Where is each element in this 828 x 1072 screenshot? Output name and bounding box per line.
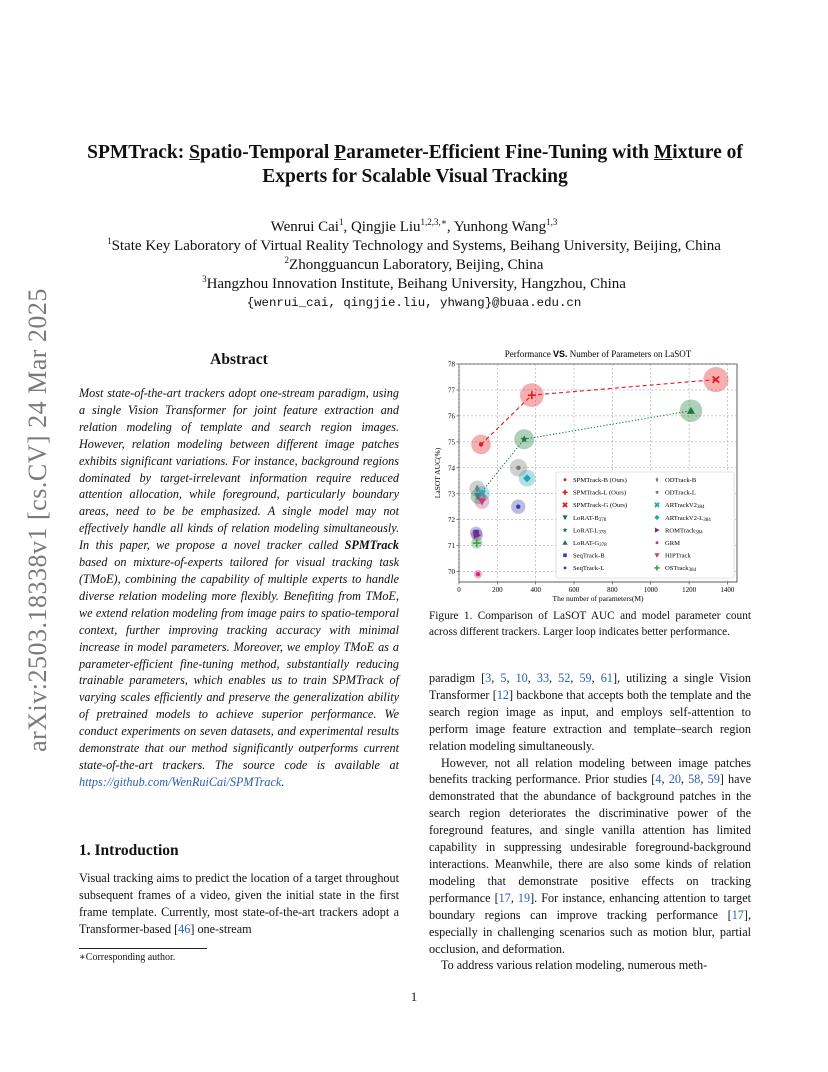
x-tick-label: 400 [530, 586, 541, 594]
citation-link[interactable]: 5 [500, 671, 507, 685]
paragraph-text: , [510, 890, 518, 905]
legend-label-main: LoRAT-G [573, 540, 600, 547]
legend-box [556, 472, 734, 578]
citation-link[interactable]: 61 [600, 671, 613, 685]
legend-label: SeqTrack-B [573, 552, 605, 560]
affiliation-text: Zhongguancun Laboratory, Beijing, China [289, 257, 544, 273]
citation-link[interactable]: 4 [655, 772, 662, 787]
citation-link[interactable]: 17 [731, 907, 744, 922]
affiliation-sup: 2 [284, 255, 290, 265]
figure-1 [425, 346, 755, 603]
affiliation-sup: 1 [107, 236, 112, 246]
data-point [476, 572, 480, 576]
author-emails: {wenrui_cai, qingjie.liu, yhwang}@buaa.edu.cn [246, 296, 582, 310]
data-point [479, 442, 483, 446]
x-tick-label: 0 [457, 586, 461, 594]
citation-link[interactable]: 46 [178, 921, 191, 936]
author-name: Wenrui Cai [270, 219, 339, 235]
author-sup: 1,2,3,∗ [420, 217, 447, 227]
legend-label-sub: 384 [703, 518, 711, 524]
legend-label-main: LoRAT-B [573, 514, 599, 522]
citation-link[interactable]: 3 [485, 671, 492, 685]
y-tick-label: 70 [448, 568, 455, 577]
author-name: Qingjie Liu [350, 219, 421, 235]
y-tick-label: 74 [448, 464, 455, 473]
legend-label: SPMTrack-G (Ours) [573, 502, 628, 510]
legend-marker [656, 541, 659, 544]
legend-marker [563, 553, 567, 557]
legend-marker [564, 566, 567, 569]
legend-label-main: LoRAT-L [573, 527, 599, 535]
arxiv-stamp [12, 280, 64, 760]
title-part: SPMTrack: [87, 142, 190, 163]
y-tick-label: 75 [448, 438, 455, 447]
abstract-part: Most state-of-the-art trackers adopt one-stream paradigm, using a single Vision Transformer for joint feature extraction and relation modeling of template and search region images. However, relation modeling between different image patches exhibits significant variations. For instance, background regions dominated by target-irrelevant information require reduced attention allocation, while foreground, particularly boundary areas, need to be be emphasized. A single model may not effectively handle all kinds of relation modeling simultaneously. In this paper, we propose a novel tracker called [79, 386, 399, 553]
title-initial-m: M [653, 142, 673, 163]
paragraph-text: ] have demonstrated that the abundance of background patches in the search region deteriorates the discriminative power of the foreground features, and single vanilla attention has limited capability in suppressing undesirable foreground-background interactions. Meanwhile, there are also some kinds of relation modeling that demonstrate positive effects on tracking performance [ [429, 772, 752, 905]
paragraph-text: paradigm [ [429, 671, 486, 685]
footnote-rule [79, 948, 207, 949]
legend-label: HIPTrack [665, 552, 691, 560]
paragraph-text: ], especially in challenging scenarios such as motion blur, partial occlusion, and deformation. [429, 907, 751, 956]
x-tick-label: 800 [607, 586, 618, 594]
legend-label: GRM [665, 540, 681, 547]
title-line-2: Experts for Scalable Visual Tracking [262, 166, 568, 187]
legend-label-sub: 378 [598, 518, 607, 524]
paragraph-text: , [549, 671, 559, 685]
citation-link[interactable]: 19 [517, 890, 531, 905]
legend-label-main: ARTrackV2 [665, 502, 697, 510]
legend-marker [656, 491, 659, 494]
affiliation-text: State Key Laboratory of Virtual Reality Technology and Systems, Beihang University, Beijing, China [111, 238, 721, 254]
chart-title-part: Performance [504, 349, 553, 359]
legend-label-main: ARTrackV2-L [665, 514, 704, 522]
affiliation-sup: 3 [202, 274, 207, 284]
citation-link[interactable]: 20 [668, 772, 681, 787]
affiliation [80, 275, 748, 294]
title-initial-s: S [189, 142, 200, 163]
intro-heading: 1. Introduction [79, 842, 179, 859]
x-tick-label: 1400 [720, 586, 735, 594]
title-part: ixture of [672, 142, 743, 163]
abstract-part: based on mixture-of-experts tailored for visual tracking task (TMoE), combining the capability of multiple experts to handle diverse relation modeling more flexibly. Benefiting from TMoE, we extend relation modeling from image pairs to spatio-temporal context, further improving tracking accuracy with minimal increase in model parameters. Moreover, we employ TMoE as a parameter-efficient fine-tuning method, substantially reducing trainable parameters, which enables us to train SPMTrack of varying scales efficiently and preserve the generalization ability of pretrained models to achieve superior performance. We conduct experiments on seven datasets, and experimental results demonstrate that our method significantly outperforms current state-of-the-art trackers. The source code is available at [79, 555, 399, 772]
page-number: 1 [410, 990, 418, 1004]
right-column [429, 670, 751, 974]
right-paragraph-1 [429, 670, 751, 755]
paper-title [60, 141, 770, 189]
paragraph-text: , [700, 772, 708, 787]
paragraph-text: , [591, 671, 601, 685]
lasot-scatter-chart [425, 346, 755, 603]
citation-link[interactable]: 59 [707, 772, 720, 787]
abstract-heading: Abstract [210, 351, 268, 368]
affiliation [80, 237, 748, 256]
legend-label-sub: 378 [598, 530, 606, 536]
citation-link[interactable]: 17 [498, 890, 511, 905]
paragraph-text: , [570, 671, 580, 685]
paragraph-text: However, not all relation modeling between image patches benefits tracking performance. Prior studies [ [429, 755, 751, 787]
paragraph-text: , [527, 671, 537, 685]
legend-label: SPMTrack-B (Ours) [573, 477, 627, 484]
x-tick-label: 1000 [643, 586, 658, 594]
chart-title-part: Number of Parameters on LaSOT [567, 349, 692, 359]
legend-label-main: OSTrack [665, 565, 689, 573]
citation-link[interactable]: 59 [579, 671, 592, 685]
legend-label-sub: 384 [688, 568, 697, 574]
legend-marker [564, 478, 567, 481]
title-part: arameter-Efficient Fine-Tuning with [346, 142, 654, 163]
y-tick-label: 77 [448, 386, 455, 395]
citation-link[interactable]: 12 [496, 687, 509, 702]
chart-title [505, 349, 692, 359]
author-block [80, 218, 748, 313]
legend-label: ODTrack-B [665, 477, 697, 484]
abstract-text [79, 385, 399, 791]
data-point [516, 466, 520, 470]
intro-text: ] one-stream [190, 921, 252, 936]
legend-label: SeqTrack-L [573, 565, 605, 573]
title-initial-p: P [334, 142, 347, 163]
paragraph-text: , [680, 772, 689, 787]
paragraph-text: , [491, 671, 501, 685]
intro-paragraph [79, 870, 399, 938]
paragraph-text: ]. For instance, enhancing attention to target boundary regions can improve tracking performance [ [429, 890, 751, 922]
intro-text: Visual tracking aims to predict the location of a target throughout subsequent frames of a video, given the initial state in the first frame template. Currently, most state-of-the-art trackers adopt a Transformer-based [ [79, 871, 399, 936]
citation-link[interactable]: 58 [688, 772, 701, 787]
paragraph-text: , [506, 671, 516, 685]
arxiv-stamp-text: arXiv:2503.18338v1 [cs.CV] 24 Mar 2025 [23, 288, 52, 752]
y-tick-label: 78 [448, 360, 455, 369]
code-link[interactable]: https://github.com/WenRuiCai/SPMTrack [79, 774, 282, 789]
data-point [516, 505, 520, 509]
author-names: Wenrui Cai$^1$, Qingjie Liu$^{1,2,3,∗}$, Yunhong Wang$^{1,3}$ [270, 217, 558, 235]
y-tick-label: 72 [448, 516, 455, 525]
x-tick-label: 200 [492, 586, 503, 594]
legend-label-sub: 384 [695, 530, 703, 536]
legend-label-sub: 378 [599, 543, 607, 549]
author-sup: 1,3 [546, 217, 558, 227]
x-axis-label: The number of parameters(M) [552, 594, 644, 603]
paragraph-text: ] backbone that accepts both the template and the search region image as input, and employs self-attention to perform image feature extraction and template–search region relation modeling simultaneously. [429, 687, 751, 753]
legend-label: ODTrack-L [665, 489, 696, 497]
author-name: Yunhong Wang [453, 219, 547, 235]
affiliation-text: Hangzhou Innovation Institute, Beihang University, Hangzhou, China [206, 276, 626, 292]
author-sup: 1 [338, 217, 344, 227]
y-tick-label: 76 [448, 412, 455, 421]
abstract-part: . [281, 774, 285, 789]
legend-label: SPMTrack-L (Ours) [573, 489, 627, 497]
method-name: SPMTrack [344, 538, 399, 553]
paragraph-text: , [661, 772, 669, 787]
title-part: patio-Temporal [199, 142, 335, 163]
citation-link[interactable]: 10 [515, 671, 528, 685]
footnote: ∗Corresponding author. [79, 952, 176, 963]
figure-caption: Figure 1. Comparison of LaSOT AUC and model parameter count across different trackers. Larger loop indicates better performance. [429, 610, 751, 638]
chart-title-part: VS. [553, 349, 568, 359]
y-axis-label: LaSOT AUC(%) [433, 447, 442, 499]
y-tick-label: 71 [448, 542, 455, 551]
citation-link[interactable]: 52 [558, 671, 571, 685]
right-paragraph-3: To address various relation modeling, numerous meth- [441, 958, 708, 973]
right-paragraph-2 [429, 755, 751, 958]
paragraph-text: ], utilizing a single Vision Transformer [ [429, 671, 751, 702]
x-tick-label: 1200 [682, 586, 697, 594]
citation-link[interactable]: 33 [536, 671, 550, 685]
x-tick-label: 600 [568, 586, 580, 594]
affiliation [80, 256, 748, 275]
legend-label-sub: 384 [696, 505, 705, 511]
title-line-1 [60, 141, 770, 165]
y-tick-label: 73 [448, 490, 455, 499]
legend-label-main: ROMTrack [665, 527, 696, 535]
